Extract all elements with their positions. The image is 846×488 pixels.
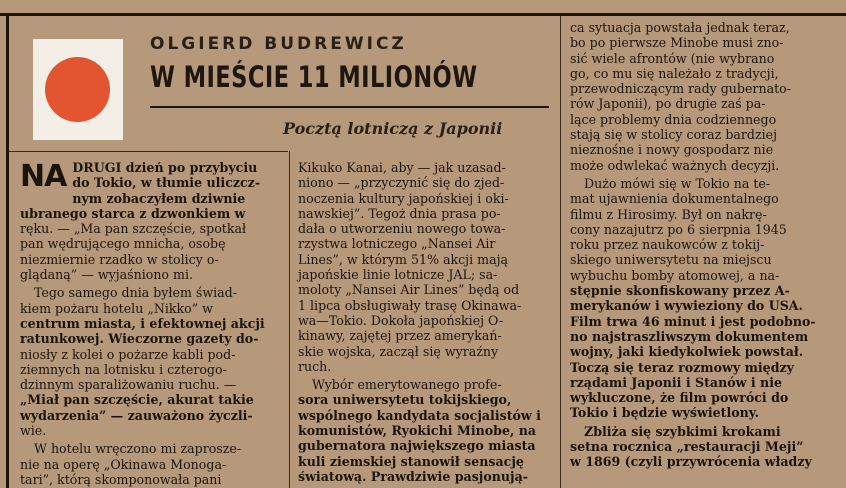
text-line: 1 lipca obsługiwały trasę Okinawa-	[298, 297, 522, 313]
text-line: gubernatora największego miasta	[298, 438, 536, 454]
text-line: ca sytuacja powstała jednak teraz,	[570, 20, 790, 35]
left-border-rule	[6, 13, 9, 488]
text-line: skie wojska, zaczął się wyraźny	[298, 343, 499, 359]
text-line: moloty „Nansei Air Lines” będą od	[298, 282, 520, 298]
headline-underline	[150, 106, 549, 108]
lead-line: ubranego starca z dzwonkiem w	[20, 205, 246, 221]
text-line: stają się w stolicy coraz bardziej	[570, 127, 777, 143]
text-line: sić wiele afrontów (nie wybrano	[570, 50, 775, 66]
text-line: wspólnego kandydata socjalistów i	[298, 407, 541, 423]
text-line: dzinnym sparaliżowaniu ruchu. —	[20, 377, 237, 393]
text-line: nieznośne i nowy gospodarz nie	[570, 142, 774, 158]
article-column-1	[20, 160, 280, 487]
lead-line: do Tokio, w tłumie uliczcz-	[72, 175, 261, 191]
text-line: kiem pożaru hotelu „Nikko” w	[20, 300, 213, 316]
article-column-3	[570, 20, 838, 470]
column-divider-2	[560, 16, 561, 488]
text-line: ratunkowej. Wieczorne gazety do-	[20, 331, 259, 347]
text-line: tari”, którą skomponowała pani	[20, 471, 222, 487]
text-line: kuli ziemskiej stanowił sensację	[298, 453, 524, 469]
text-line: pan wędrującego mnicha, osobę	[20, 236, 226, 252]
text-line: przewodniczącym rady gubernato-	[570, 81, 791, 97]
text-line: nawskiej”. Tegoż dnia prasa po-	[298, 205, 501, 221]
text-line: mat ujawnienia dokumentalnego	[570, 191, 779, 207]
text-line: Dużo mówi się w Tokio na te-	[584, 175, 771, 191]
text-line: ziemnych na lotnisku i czterogo-	[20, 361, 227, 377]
text-line: merykanów i wywieziony do USA.	[570, 298, 803, 314]
text-line: rządami Japonii i Stanów i nie	[570, 374, 782, 390]
text-line: światową. Prawdziwie pasjonują-	[298, 468, 529, 484]
text-line: rzystwa lotniczego „Nansei Air	[298, 236, 496, 252]
article-subtitle: Pocztą lotniczą z Japonii	[283, 119, 503, 138]
text-line: Tokio i będzie wyświetlony.	[570, 405, 760, 421]
text-line: dała o utworzeniu nowego towa-	[298, 221, 506, 237]
text-line: setna rocznica „restauracji Meji”	[570, 439, 804, 455]
text-line: wie.	[20, 423, 47, 439]
text-line: cony nazajutrz po 6 sierpnia 1945	[570, 221, 787, 237]
text-line: lące problemy dnia codziennego	[570, 111, 777, 127]
text-line: Zbliża się szybkimi krokami	[584, 423, 781, 439]
text-line: centrum miasta, i efektownej akcji	[20, 315, 265, 331]
text-line: roku przez naukowców z tokij-	[570, 237, 765, 253]
article-headline: W MIEŚCIE 11 MILIONÓW	[150, 60, 478, 94]
lead-line: nym zobaczyłem dziwnie	[72, 190, 246, 206]
text-line: ruch.	[298, 358, 332, 374]
text-line: może odwlekać ważnych decyzji.	[570, 157, 780, 173]
text-line: wykluczone, że film powróci do	[570, 390, 789, 406]
text-line: rów Japonii), po drugie zaś pa-	[570, 96, 766, 112]
text-line: kinawy, zajętej przez amerykań-	[298, 328, 502, 344]
text-line: Lines”, w którym 51% akcji mają	[298, 251, 508, 267]
header-separator	[9, 151, 288, 152]
text-line: niezmiernie rzadko w stolicy o-	[20, 251, 219, 267]
lead-line: DRUGI dzień po przybyciu	[72, 160, 258, 175]
text-line: filmu z Hirosimy. Był on nakrę-	[570, 206, 767, 222]
text-line: wa—Tokio. Dokoła japońskiej O-	[298, 312, 504, 328]
text-line: niosły z kolei o pożarze kabli pod-	[20, 346, 236, 362]
text-line: wydarzenia” — zauważono życzli-	[20, 407, 253, 423]
drop-cap: NA	[20, 159, 67, 194]
text-line: go, co mu się należało z tradycji,	[570, 65, 779, 81]
text-line: Tego samego dnia byłem świad-	[34, 285, 237, 301]
japan-flag-image	[33, 39, 123, 140]
text-line: Wybór emerytowanego profe-	[312, 377, 502, 393]
text-line: glądaną” — wyjaśniono mi.	[20, 267, 193, 283]
text-line: japońskie linie lotnicze JAL; sa-	[298, 267, 498, 283]
text-line: wojny, jaki kiedykolwiek powstał.	[570, 344, 804, 360]
text-line: Toczą się teraz rozmowy między	[570, 359, 794, 375]
lead-paragraph	[20, 160, 280, 221]
article-column-2	[298, 160, 554, 484]
text-line: ręku. — „Ma pan szczęście, spotkał	[20, 221, 247, 237]
text-line: noczenia kultury japońskiej i oki-	[298, 190, 509, 206]
text-line: w 1869 (czyli przywrócenia władzy	[570, 454, 812, 470]
author-byline: OLGIERD BUDREWICZ	[150, 34, 407, 54]
text-line: stępnie skonfiskowany przez A-	[570, 283, 790, 299]
text-line: bo po pierwsze Minobe musi zno-	[570, 35, 784, 51]
text-line: komunistów, Ryokichi Minobe, na	[298, 423, 537, 439]
text-line: Film trwa 46 minut i jest podobno-	[570, 313, 816, 329]
text-line: wybuchu bomby atomowej, a na-	[570, 267, 780, 283]
top-border-rule	[0, 13, 846, 16]
text-line: Kikuko Kanai, aby — jak uzasad-	[298, 160, 506, 175]
text-line: „Miał pan szczęście, akurat takie	[20, 392, 254, 408]
text-line: sora uniwersytetu tokijskiego,	[298, 392, 512, 408]
text-line: niono — „przyczynić się do zjed-	[298, 175, 505, 191]
text-line: no najstraszliwszym dokumentem	[570, 328, 809, 344]
text-line: nie na operę „Okinawa Monoga-	[20, 456, 227, 472]
rising-sun-disc	[45, 57, 110, 122]
column-divider-1	[289, 151, 290, 488]
text-line: W hotelu wręczono mi zaprosze-	[34, 441, 242, 457]
text-line: skiego uniwersytetu na miejscu	[570, 252, 772, 268]
column-1-body	[20, 221, 280, 487]
